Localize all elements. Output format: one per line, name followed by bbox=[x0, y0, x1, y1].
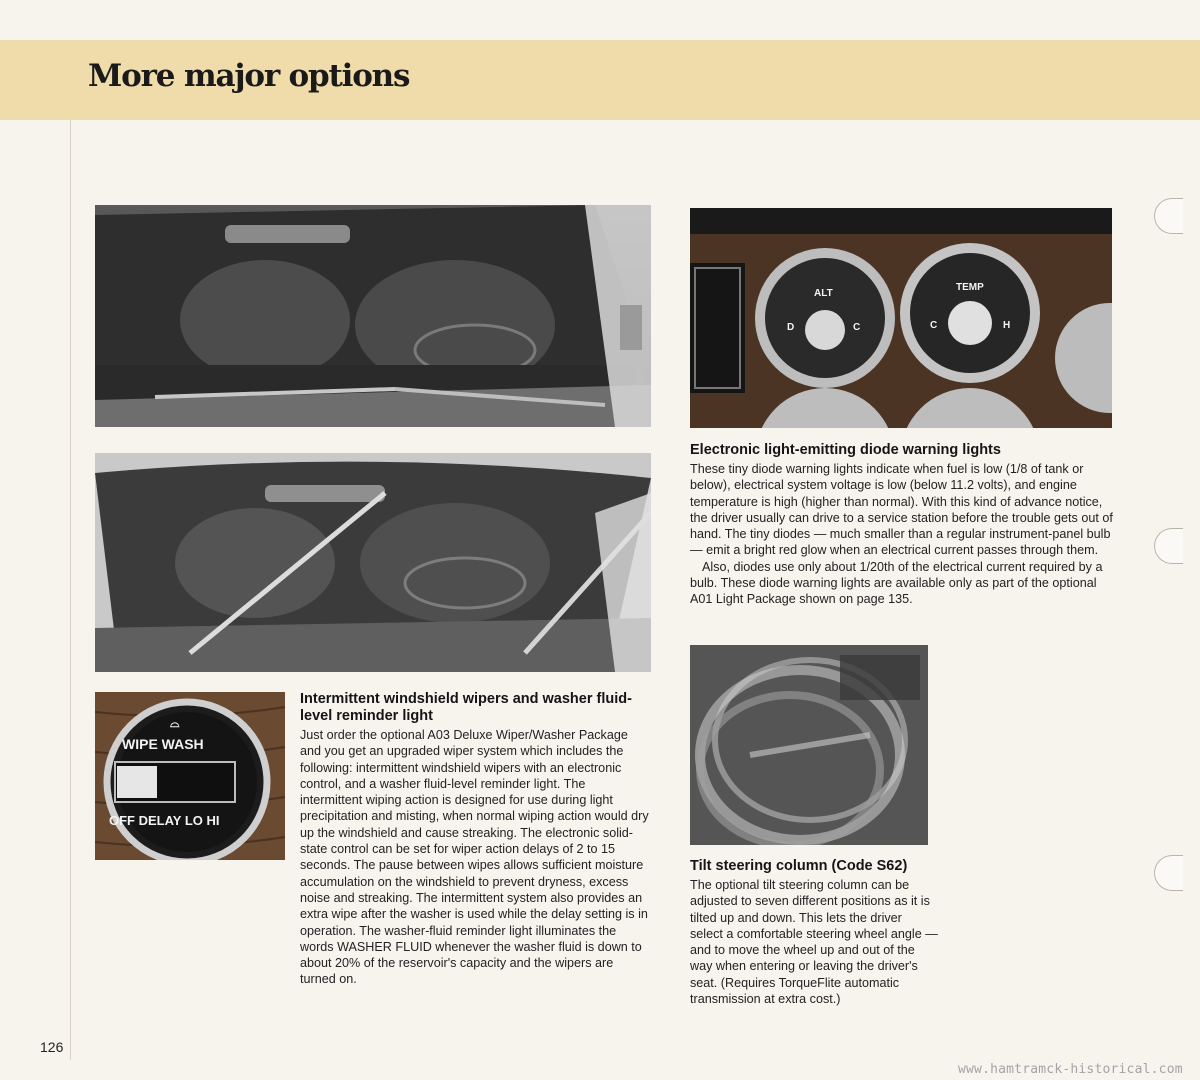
page-title: More major options bbox=[88, 58, 410, 94]
temp-gauge-label: TEMP bbox=[956, 282, 984, 293]
photo-wipers-parked bbox=[95, 205, 651, 427]
wipers-body: Just order the optional A03 Deluxe Wiper/Washer Package and you get an upgraded wiper system which includes the following: intermittent windshield wipers with an electronic control, and a washer fluid-level reminder light. The intermittent wiping action is designed for use during light precipitation and misting, when normal wiping action would dry up the windshield and cause streaking. The electronic solid-state control can be set for wiper action delays of 2 to 15 seconds. The pause between wipes allows sufficient moisture accumulation on the windshield to prevent dryness, excess noise and streaking. The intermittent system also provides an extra wipe after the washer is used while the delay setting is in operation. The washer-fluid reminder light illuminates the words WASHER FLUID whenever the washer fluid is down to about 20% of the reservoir's capacity and the wipers are turned on. bbox=[300, 728, 649, 987]
wiper-switch-photo-icon bbox=[95, 692, 285, 860]
margin-line bbox=[70, 120, 71, 1060]
tilt-body: The optional tilt steering column can be adjusted to seven different positions as it is tilted up and down. This lets the driver select a comfortable steering wheel angle — and to move the wheel up and out of the way when entering or leaving the driver's seat. (Requires TorqueFlite automatic transmission at extra cost.) bbox=[690, 878, 938, 1007]
photo-gauges bbox=[690, 208, 1112, 428]
wipers-section bbox=[300, 691, 650, 988]
binder-hole-top bbox=[1154, 198, 1183, 234]
temp-gauge-right: H bbox=[1003, 320, 1011, 331]
photo-tilt-steering bbox=[690, 645, 928, 845]
photo-wiper-switch bbox=[95, 692, 285, 860]
car-interior-photo-icon bbox=[95, 453, 651, 672]
wipers-heading: Intermittent windshield wipers and washer fluid-level reminder light bbox=[300, 691, 632, 724]
binder-hole-middle bbox=[1154, 528, 1183, 564]
alt-gauge-label: ALT bbox=[814, 288, 833, 299]
watermark: www.hamtramck-historical.com bbox=[958, 1062, 1183, 1077]
temp-gauge-left: C bbox=[930, 320, 938, 331]
off-delay-label: OFF DELAY LO HI bbox=[109, 813, 220, 828]
diodes-body-1: These tiny diode warning lights indicate when fuel is low (1/8 of tank or below), electrical system voltage is low (below 11.2 volts), and engine temperature is high (higher than normal). With this kind of advance notice, the driver usually can drive to a service station before the trouble gets out of hand. The tiny diodes — much smaller than a regular instrument-panel bulb — emit a bright red glow when an electrical current passes through them. bbox=[690, 462, 1113, 558]
binder-hole-bottom bbox=[1154, 855, 1183, 891]
tilt-section bbox=[690, 858, 938, 1007]
diodes-section bbox=[690, 442, 1115, 608]
page-number: 126 bbox=[40, 1039, 64, 1055]
gauges-photo-icon bbox=[690, 208, 1112, 428]
wipe-wash-label: WIPE WASH bbox=[122, 736, 204, 752]
alt-gauge-right: C bbox=[853, 322, 861, 333]
alt-gauge-left: D bbox=[787, 322, 795, 333]
diodes-heading: Electronic light-emitting diode warning lights bbox=[690, 442, 1001, 458]
tilt-heading: Tilt steering column (Code S62) bbox=[690, 858, 908, 874]
diodes-body-2: Also, diodes use only about 1/20th of the electrical current required by a bulb. These diode warning lights are available only as part of the optional A01 Light Package shown on page 135. bbox=[690, 559, 1103, 607]
svg-text:⌓: ⌓ bbox=[170, 716, 180, 730]
car-interior-photo-icon bbox=[95, 205, 651, 427]
photo-wipers-active bbox=[95, 453, 651, 672]
tilt-steering-photo-icon bbox=[690, 645, 928, 845]
